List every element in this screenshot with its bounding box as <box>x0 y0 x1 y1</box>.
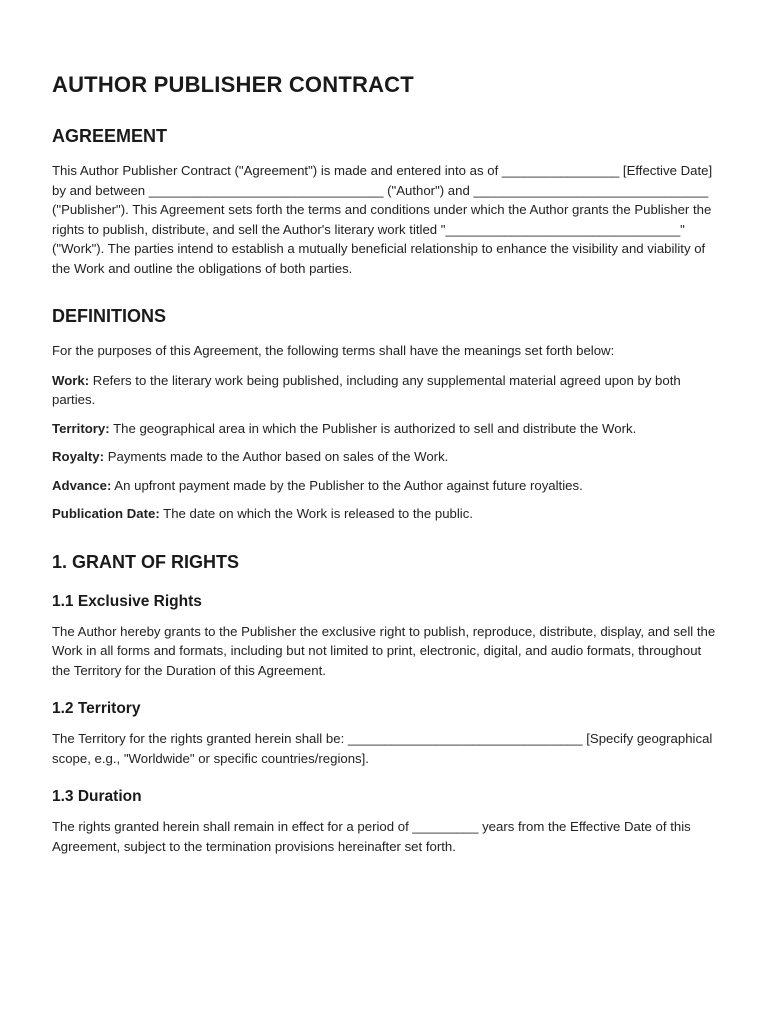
subsection-paragraph: The Author hereby grants to the Publisher the exclusive right to publish, reproduce, distribute, display, and sell the Work in all forms and formats, including but not limited to print, electronic, digital, and audio formats, throughout the Territory for the Duration of this Agreement. <box>52 623 716 678</box>
document-title: AUTHOR PUBLISHER CONTRACT <box>52 72 414 97</box>
agreement-section <box>52 126 718 278</box>
definition-item <box>52 447 718 467</box>
agreement-heading: AGREEMENT <box>52 126 168 146</box>
definition-text: Refers to the literary work being published, including any supplemental material agreed upon by both parties. <box>52 372 681 407</box>
subsection-heading: 1.2 Territory <box>52 700 141 717</box>
subsection-heading: 1.3 Duration <box>52 788 142 805</box>
agreement-paragraph: This Author Publisher Contract ("Agreement") is made and entered into as of ________________ [Effective Date] by and between ________________________________ ("Author") and ________________________________ ("Publisher"). This Agreement sets forth the terms and conditions under which the Author grants the Publisher the rights to publish, distribute, and sell the Author's literary work titled "________________________________" ("Work"). The parties intend to establish a mutually beneficial relationship to enhance the visibility and viability of the Work and outline the obligations of both parties. <box>52 163 713 276</box>
definition-item <box>52 504 718 524</box>
definitions-section <box>52 306 718 524</box>
definition-term: Royalty: <box>52 449 105 464</box>
subsection-paragraph: The Territory for the rights granted herein shall be: ________________________________ [Specify geographical scope, e.g., "Worldwide" or specific countries/regions]. <box>52 731 713 766</box>
definition-term: Publication Date: <box>52 506 160 521</box>
definition-term: Territory: <box>52 420 110 436</box>
definition-text: Payments made to the Author based on sales of the Work. <box>104 449 449 464</box>
grant-of-rights-section <box>52 552 718 857</box>
subsection-heading: 1.1 Exclusive Rights <box>52 592 202 610</box>
definition-term: Work: <box>52 372 90 388</box>
definition-text: An upfront payment made by the Publisher to the Author against future royalties. <box>111 477 583 493</box>
definition-text: The geographical area in which the Publisher is authorized to sell and distribute the Work. <box>109 420 637 436</box>
grant-of-rights-heading: 1. GRANT OF RIGHTS <box>52 551 240 572</box>
subsection-exclusive-rights <box>52 593 718 681</box>
definitions-heading: DEFINITIONS <box>52 306 167 326</box>
definition-term: Advance: <box>52 477 112 493</box>
definition-item <box>52 476 718 496</box>
definition-item <box>52 419 718 439</box>
definition-item <box>52 371 718 410</box>
subsection-paragraph: The rights granted herein shall remain in effect for a period of _________ years from the Effective Date of this Agreement, subject to the termination provisions hereinafter set forth. <box>52 819 691 854</box>
definitions-intro: For the purposes of this Agreement, the following terms shall have the meanings set forth below: <box>52 343 615 358</box>
subsection-duration <box>52 788 718 856</box>
subsection-territory <box>52 700 718 768</box>
definition-text: The date on which the Work is released to the public. <box>159 506 473 521</box>
